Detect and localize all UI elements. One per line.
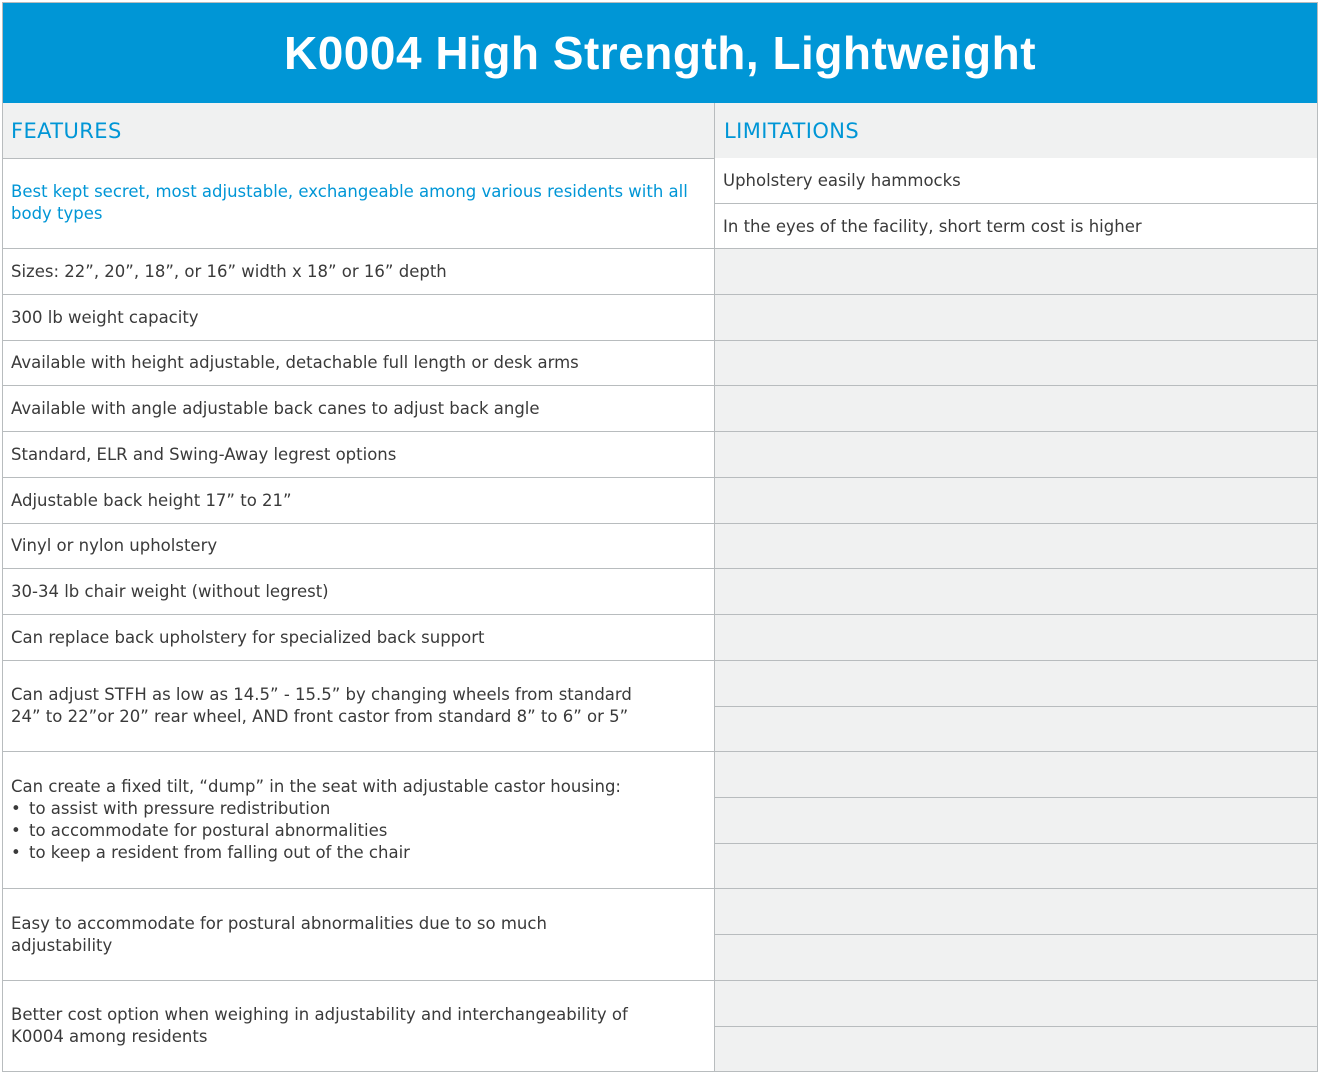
limitation-cell-empty — [715, 341, 1317, 386]
feature-text — [11, 1004, 628, 1048]
feature-text: Sizes: 22”, 20”, 18”, or 16” width x 18” or 16” depth — [11, 261, 447, 281]
limitation-cell-empty — [715, 524, 1317, 569]
limitation-cell-empty — [715, 661, 1317, 707]
feature-cell — [3, 432, 714, 478]
feature-cell — [3, 661, 714, 752]
limitation-cell-empty — [715, 981, 1317, 1027]
limitation-cell-empty — [715, 752, 1317, 798]
limitation-cell-empty — [715, 844, 1317, 889]
limitation-cell — [715, 158, 1317, 204]
feature-cell — [3, 981, 714, 1071]
feature-cell — [3, 341, 714, 386]
bullet-item — [11, 842, 621, 864]
comparison-table — [2, 2, 1318, 1072]
feature-text: Can replace back upholstery for specialized back support — [11, 627, 485, 647]
bullet-icon: • — [11, 799, 21, 818]
limitation-cell-empty — [715, 615, 1317, 661]
limitation-cell-empty — [715, 249, 1317, 295]
bullet-text: to accommodate for postural abnormalities — [29, 821, 388, 840]
feature-cell — [3, 295, 714, 341]
feature-text: 30-34 lb chair weight (without legrest) — [11, 581, 329, 601]
limitation-cell-empty — [715, 295, 1317, 341]
bullet-text: to keep a resident from falling out of the chair — [29, 843, 410, 862]
feature-text-line: K0004 among residents — [11, 1027, 208, 1046]
feature-cell — [3, 249, 714, 295]
limitation-cell-empty — [715, 569, 1317, 615]
feature-cell — [3, 158, 714, 249]
bullet-icon: • — [11, 821, 21, 840]
table-title: K0004 High Strength, Lightweight — [3, 3, 1317, 103]
feature-text — [11, 684, 632, 728]
feature-text: 300 lb weight capacity — [11, 307, 199, 327]
feature-text: Vinyl or nylon upholstery — [11, 536, 218, 555]
feature-text: Standard, ELR and Swing-Away legrest options — [11, 444, 397, 464]
feature-cell — [3, 569, 714, 615]
limitations-header: LIMITATIONS — [724, 118, 860, 143]
limitation-cell-empty — [715, 386, 1317, 432]
limitation-cell-empty — [715, 478, 1317, 524]
feature-text-line: Can adjust STFH as low as 14.5” - 15.5” by changing wheels from standard — [11, 685, 632, 704]
feature-text: Available with angle adjustable back canes to adjust back angle — [11, 398, 540, 418]
bullet-text: to assist with pressure redistribution — [29, 799, 331, 818]
feature-cell — [3, 615, 714, 661]
feature-text-line: Easy to accommodate for postural abnormalities due to so much — [11, 913, 547, 933]
limitation-cell-empty — [715, 935, 1317, 981]
feature-cell — [3, 478, 714, 524]
feature-text-line: Better cost option when weighing in adjustability and interchangeability of — [11, 1005, 628, 1024]
feature-text-line: 24” to 22”or 20” rear wheel, AND front castor from standard 8” to 6” or 5” — [11, 707, 629, 726]
limitation-cell-empty — [715, 889, 1317, 935]
feature-text: Adjustable back height 17” to 21” — [11, 490, 292, 510]
limitation-cell — [715, 204, 1317, 249]
feature-cell — [3, 889, 714, 981]
feature-text: Available with height adjustable, detachable full length or desk arms — [11, 353, 579, 372]
feature-text — [11, 913, 547, 957]
feature-cell — [3, 524, 714, 569]
table-header-row — [3, 103, 1317, 159]
features-header: FEATURES — [11, 118, 122, 143]
feature-text — [11, 776, 621, 864]
limitation-cell-empty — [715, 1027, 1317, 1071]
feature-cell — [3, 386, 714, 432]
feature-cell — [3, 752, 714, 889]
limitation-text: Upholstery easily hammocks — [723, 171, 961, 190]
limitation-cell-empty — [715, 432, 1317, 478]
feature-text: Best kept secret, most adjustable, exchangeable among various residents with all body types — [11, 182, 688, 223]
bullet-icon: • — [11, 843, 21, 862]
bullet-item — [11, 820, 621, 842]
feature-text-line: Can create a fixed tilt, “dump” in the seat with adjustable castor housing: — [11, 777, 621, 796]
limitation-text: In the eyes of the facility, short term cost is higher — [723, 216, 1142, 236]
limitation-cell-empty — [715, 798, 1317, 844]
feature-text-line: adjustability — [11, 935, 113, 955]
bullet-item — [11, 798, 621, 820]
limitation-cell-empty — [715, 707, 1317, 752]
